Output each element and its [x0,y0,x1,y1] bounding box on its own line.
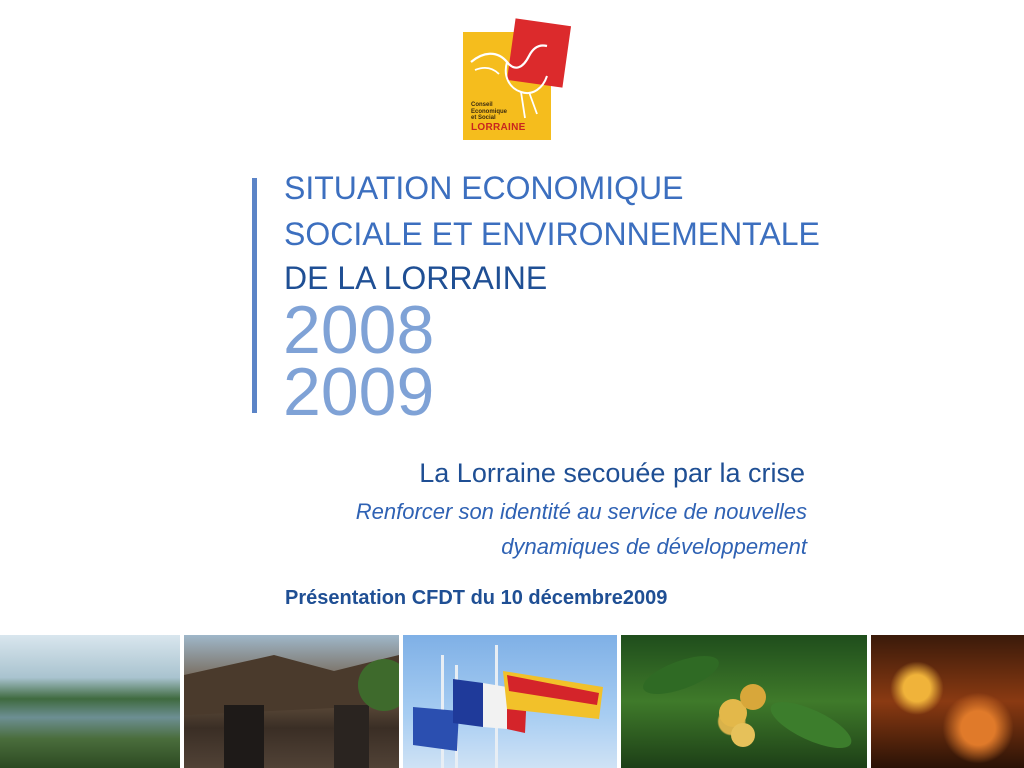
logo-line-2: Economique [471,108,508,115]
title-line-3: DE LA LORRAINE [284,260,548,296]
title-accent-bar [252,178,257,413]
flags-photo [403,635,617,768]
subtitle-italic-1: Renforcer son identité au service de nouvelles [355,499,807,524]
village-photo [184,635,399,768]
crowd-photo [871,635,1024,768]
village-scene-icon [184,635,399,768]
title-year-2: 2009 [283,354,435,430]
logo-text [471,102,526,134]
fruit-photo [621,635,867,768]
subtitle-main: La Lorraine secouée par la crise [419,458,805,488]
title-line-1: SITUATION ECONOMIQUE [284,170,684,206]
presentation-line: Présentation CFDT du 10 décembre2009 [285,587,668,609]
logo-line-4: LORRAINE [471,121,526,133]
logo-line-1: Conseil [471,102,493,108]
title-year-1: 2008 [283,292,435,368]
photo-strip [0,635,1024,768]
subtitle-italic-2: dynamiques de développement [501,534,807,559]
lake-photo [0,635,180,768]
title-line-2: SOCIALE ET ENVIRONNEMENTALE [284,216,820,252]
flags-scene-icon [403,635,617,768]
ces-lorraine-logo [463,22,567,140]
logo-line-3: et Social [471,115,496,121]
mirabelle-fruit-icon [621,635,867,768]
